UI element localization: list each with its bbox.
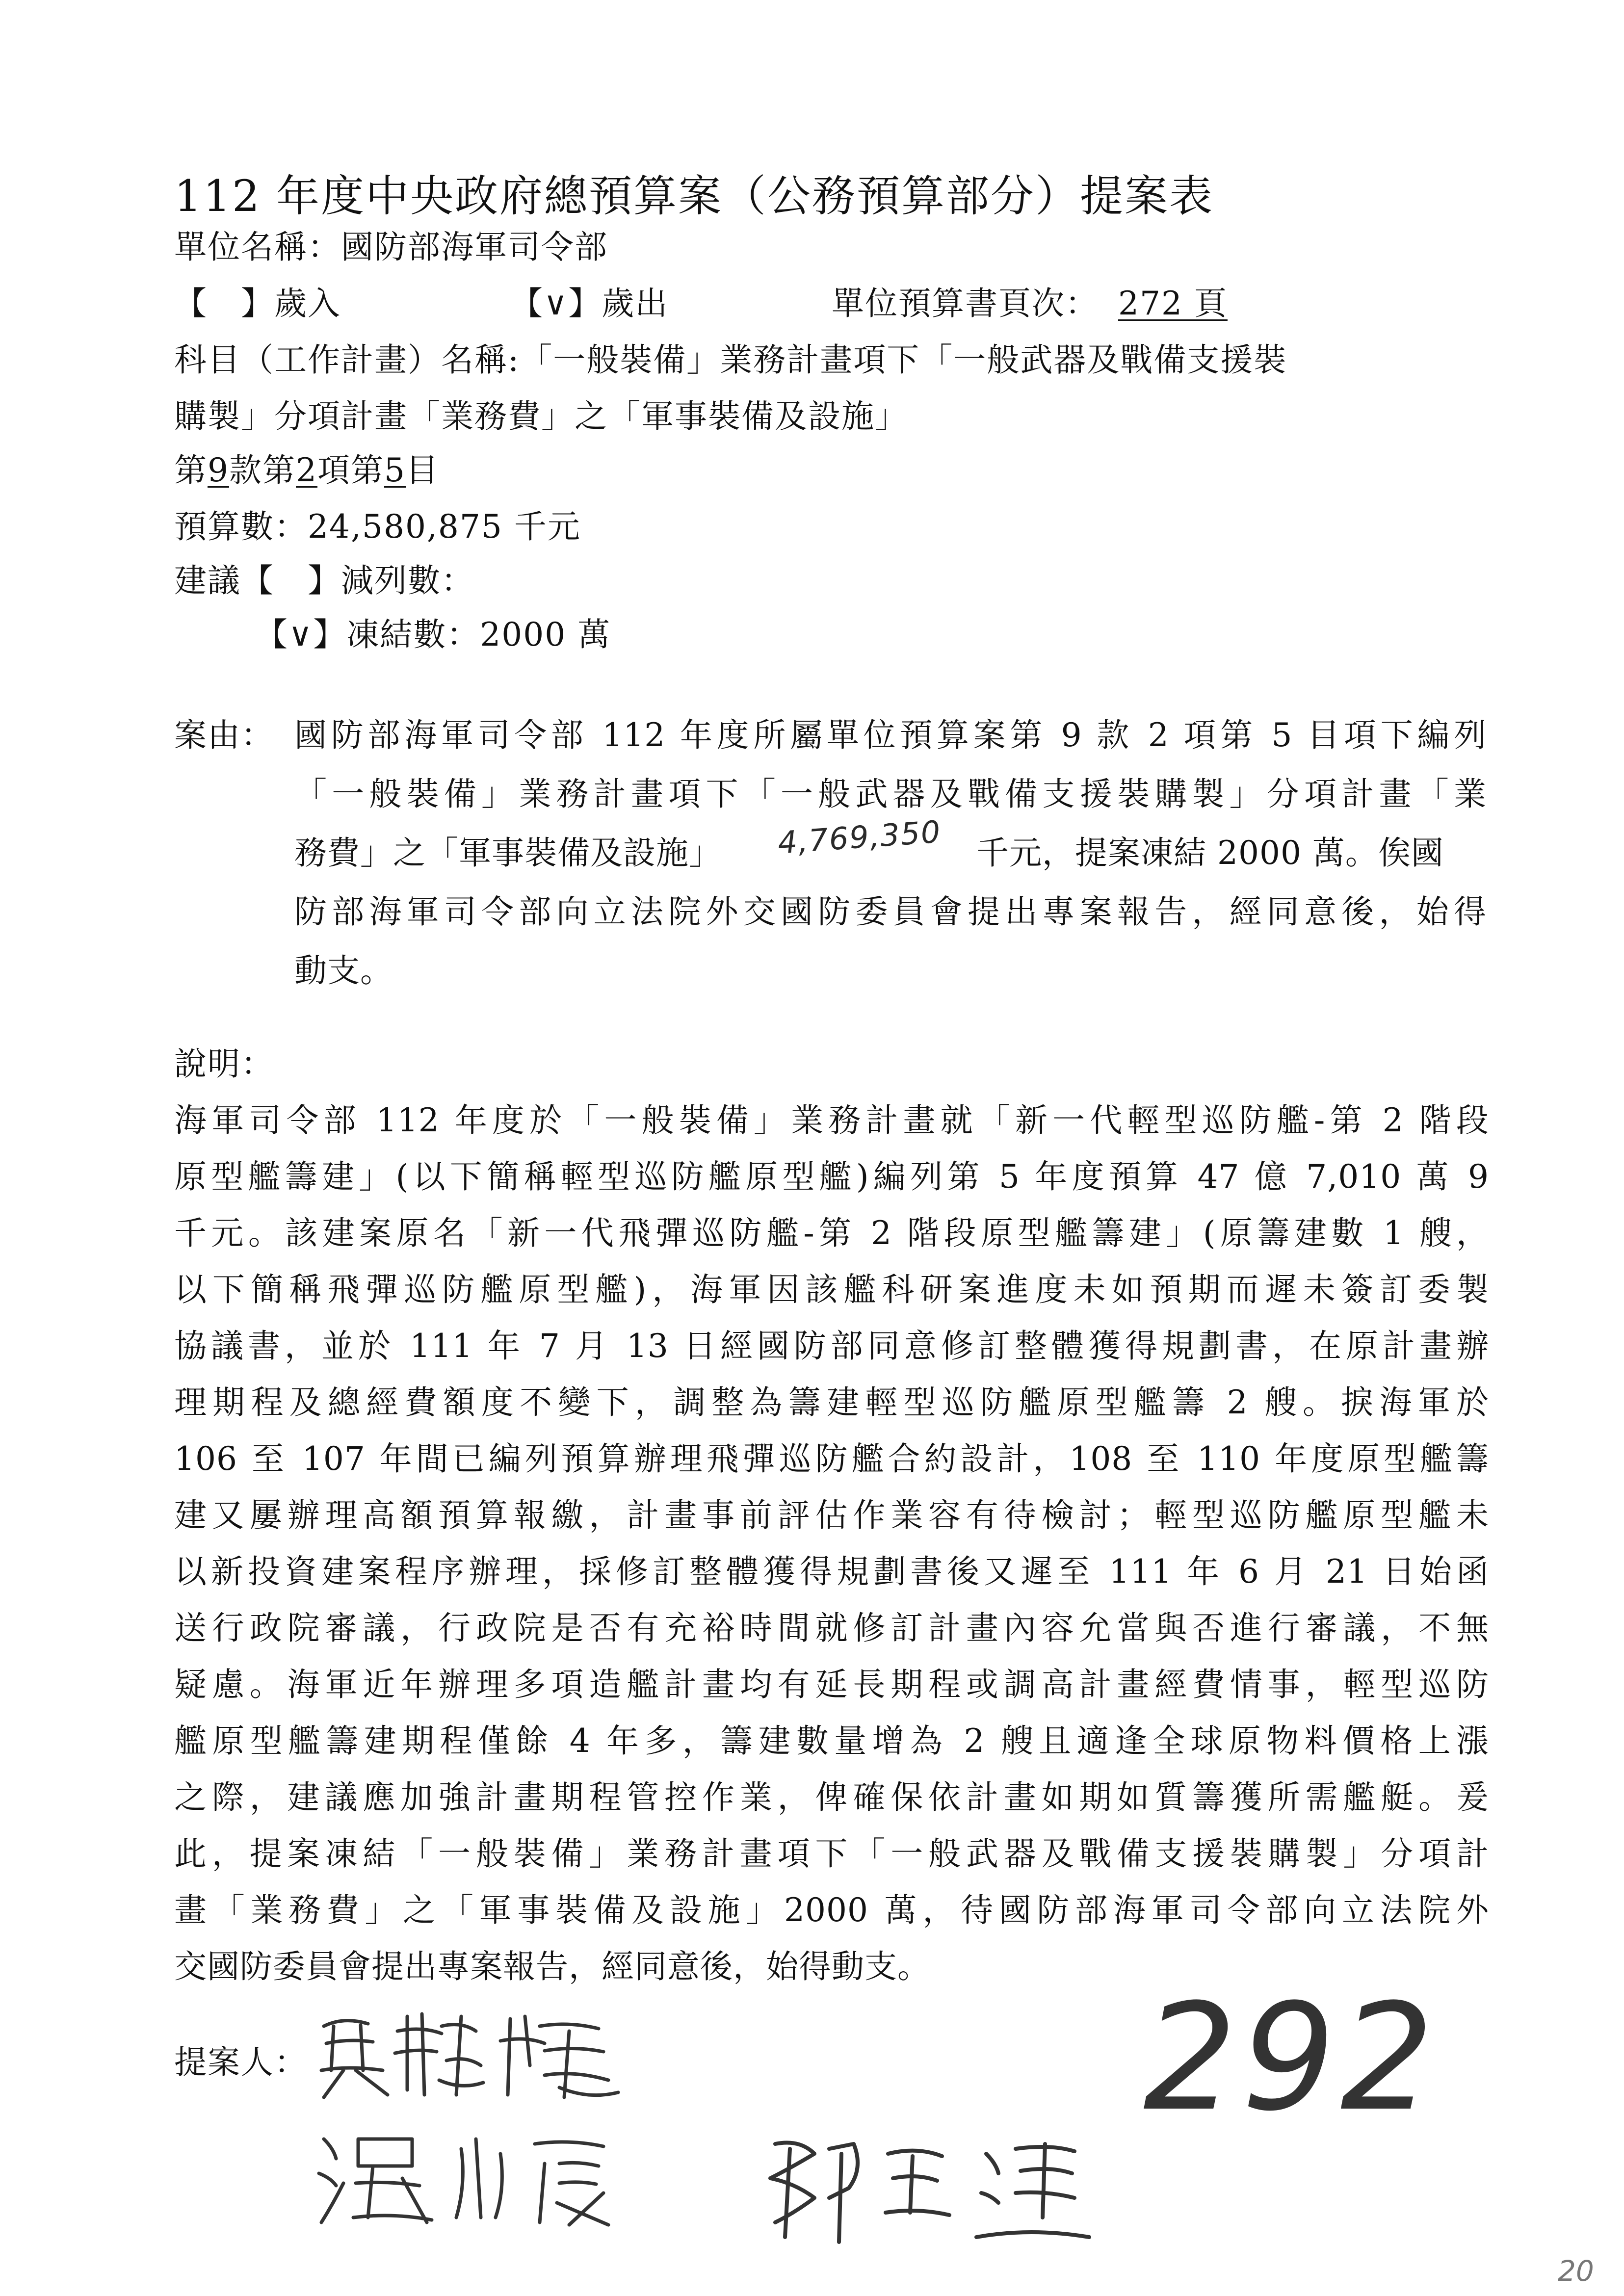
reason-label: 案由： [174, 716, 274, 754]
section-text-1: 第 [174, 451, 208, 489]
signature-1 [314, 1997, 628, 2105]
section-text-3: 項第 [317, 451, 384, 489]
handwritten-number: 292 [1143, 1972, 1439, 2143]
explain-line: 艦原型艦籌建期程僅餘 4 年多，籌建數量增為 2 艘且適逢全球原物料價格上漲 [174, 1722, 1489, 1760]
explain-line: 以下簡稱飛彈巡防艦原型艦)，海軍因該艦科研案進度未如預期而遲未簽訂委製 [174, 1271, 1489, 1308]
explain-line: 海軍司令部 112 年度於「一般裝備」業務計畫就「新一代輕型巡防艦-第 2 階段 [174, 1101, 1489, 1139]
explain-line: 千元。該建案原名「新一代飛彈巡防艦-第 2 階段原型艦籌建」(原籌建數 1 艘， [174, 1214, 1489, 1252]
explain-line: 畫「業務費」之「軍事裝備及設施」2000 萬，待國防部海軍司令部向立法院外 [174, 1891, 1489, 1929]
suggest-freeze: 【∨】凍結數：2000 萬 [255, 616, 611, 653]
reason-line: 「一般裝備」業務計畫項下「一般武器及戰備支援裝購製」分項計畫「業 [294, 775, 1487, 813]
page-ref-value: 272 頁 [1118, 285, 1228, 322]
explain-line: 疑慮。海軍近年辦理多項造艦計畫均有延長期程或調高計畫經費情事，輕型巡防 [174, 1666, 1489, 1703]
proposer-label: 提案人： [174, 2043, 308, 2081]
section-text-2: 款第 [229, 451, 296, 489]
budget-amount: 預算數：24,580,875 千元 [174, 508, 581, 546]
section-text-4: 目 [406, 451, 439, 489]
suggest-reduce: 建議【 】減列數： [174, 562, 474, 600]
section-xiang: 2 [296, 451, 317, 489]
explain-line: 106 至 107 年間已編列預算辦理飛彈巡防艦合約設計，108 至 110 年度原型艦籌 [174, 1440, 1489, 1478]
explain-line: 交國防委員會提出專案報告，經同意後，始得動支。 [174, 1948, 930, 1985]
unit-name: 單位名稱：國防部海軍司令部 [174, 228, 608, 266]
explain-label: 說明： [174, 1045, 274, 1083]
handwritten-amount: 4,769,350 [776, 813, 943, 861]
page-title: 112 年度中央政府總預算案（公務預算部分）提案表 [174, 171, 1214, 221]
explain-line: 此，提案凍結「一般裝備」業務計畫項下「一般武器及戰備支援裝購製」分項計 [174, 1835, 1489, 1873]
explain-line: 送行政院審議，行政院是否有充裕時間就修訂計畫內容允當與否進行審議，不無 [174, 1609, 1489, 1647]
reason-line: 動支。 [294, 952, 393, 990]
explain-line: 協議書，並於 111 年 7 月 13 日經國防部同意修訂整體獲得規劃書，在原計畫辦 [174, 1327, 1489, 1365]
section-kuan: 9 [208, 451, 229, 489]
subject-line-1: 科目（工作計畫）名稱:「一般裝備」業務計畫項下「一般武器及戰備支援裝 [174, 341, 1287, 379]
signature-2 [314, 2119, 618, 2232]
explain-line: 之際，建議應加強計畫期程管控作業，俾確保依計畫如期如質籌獲所需艦艇。爰 [174, 1778, 1489, 1816]
reason-line: 防部海軍司令部向立法院外交國防委員會提出專案報告，經同意後，始得 [294, 893, 1487, 931]
section-mu: 5 [384, 451, 406, 489]
page-mark: 20 [1558, 2254, 1594, 2288]
page-ref [832, 277, 1232, 324]
explain-line: 原型艦籌建」(以下簡稱輕型巡防艦原型艦)編列第 5 年度預算 47 億 7,010 萬 9 [174, 1158, 1489, 1196]
reason-line: 國防部海軍司令部 112 年度所屬單位預算案第 9 款 2 項第 5 目項下編列 [294, 716, 1487, 754]
reason-line-3-prefix: 務費」之「軍事裝備及設施」 [294, 834, 722, 872]
subject-line-2: 購製」分項計畫「業務費」之「軍事裝備及設施」 [174, 397, 908, 435]
expense-checkbox: 【∨】歲出 [510, 285, 669, 322]
page-ref-label: 單位預算書頁次： [832, 285, 1099, 322]
explain-line: 建又屢辦理高額預算報繳，計畫事前評估作業容有待檢討；輕型巡防艦原型艦未 [174, 1496, 1489, 1534]
reason-line: 千元，提案凍結 2000 萬。俟國 [976, 834, 1444, 872]
explain-line: 以新投資建案程序辦理，採修訂整體獲得規劃書後又遲至 111 年 6 月 21 日始函 [174, 1553, 1489, 1591]
signature-3 [756, 2124, 1099, 2247]
revenue-checkbox: 【 】歲入 [174, 285, 341, 322]
budget-section [174, 444, 439, 491]
explain-line: 理期程及總經費額度不變下，調整為籌建輕型巡防艦原型艦籌 2 艘。捩海軍於 [174, 1383, 1489, 1421]
